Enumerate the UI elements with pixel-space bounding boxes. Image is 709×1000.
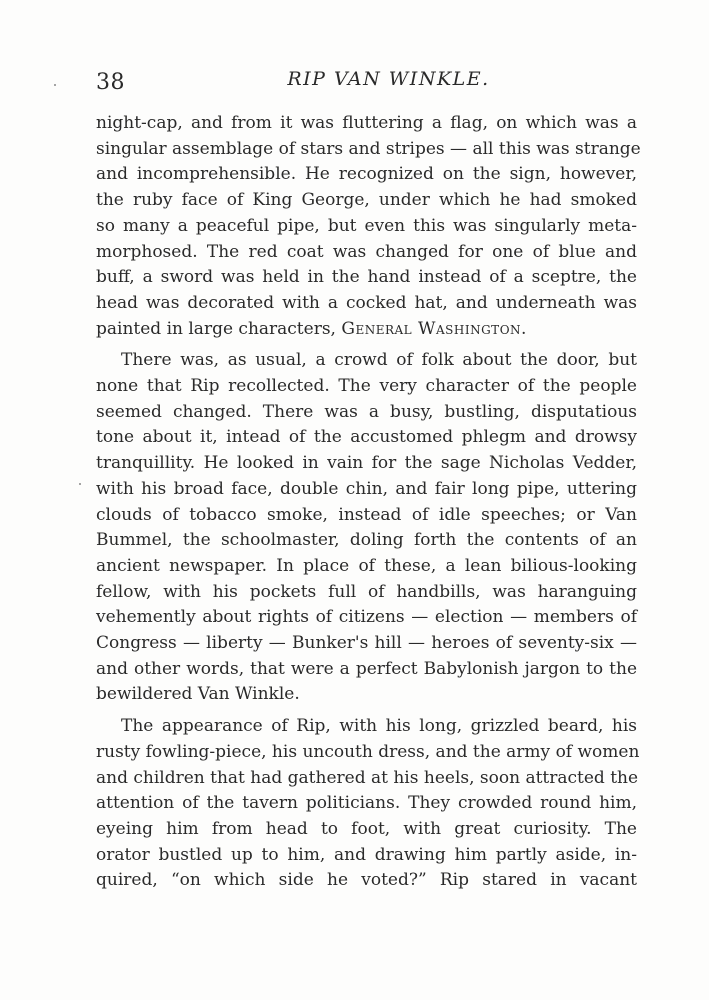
text-line: The appearance of Rip, with his long, grizzled beard, his	[121, 716, 637, 737]
text-line: with his broad face, double chin, and fair long pipe, uttering	[96, 478, 637, 499]
paper-speck	[54, 84, 56, 86]
page-number: 38	[96, 70, 125, 95]
text-line: head was decorated with a cocked hat, and underneath was	[96, 292, 637, 313]
text-line: and children that had gathered at his heels, soon attracted the	[96, 767, 639, 788]
text-line: rusty fowling-piece, his uncouth dress, and the army of women	[96, 741, 640, 762]
text-line: There was, as usual, a crowd of folk about the door, but	[121, 350, 637, 371]
text-line: night-cap, and from it was fluttering a flag, on which was a	[96, 113, 637, 133]
text-line: seemed changed. There was a busy, bustling, disputatious	[96, 401, 637, 422]
running-head: RIP VAN WINKLE.	[287, 68, 490, 90]
text-line: quired, “on which side he voted?” Rip stared in vacant	[96, 870, 637, 891]
smallcaps-name: General Washington.	[341, 318, 527, 339]
text-line: ancient newspaper. In place of these, a lean bilious-looking	[96, 555, 637, 576]
text-line: buff, a sword was held in the hand instead of a sceptre, the	[96, 267, 637, 288]
page-header	[96, 68, 651, 104]
text-line: attention of the tavern politicians. They crowded round him,	[96, 793, 637, 814]
text-line: and incomprehensible. He recognized on the sign, however,	[96, 164, 637, 185]
text-line: painted in large characters, General Washington.	[96, 318, 527, 339]
text-line: Congress — liberty — Bunker's hill — heroes of seventy-six —	[96, 633, 637, 654]
paragraph	[96, 714, 640, 894]
text-line: clouds of tobacco smoke, instead of idle speeches; or Van	[96, 504, 637, 525]
text-line: morphosed. The red coat was changed for one of blue and	[96, 241, 637, 262]
text-line: and other words, that were a perfect Babylonish jargon to the	[96, 658, 637, 679]
paper-speck	[79, 483, 81, 485]
paragraph	[96, 111, 641, 342]
text-line: fellow, with his pockets full of handbills, was haranguing	[96, 581, 637, 602]
body-text	[96, 111, 641, 894]
text-line: orator bustled up to him, and drawing him partly aside, in-	[96, 844, 637, 865]
text-line: the ruby face of King George, under which he had smoked	[96, 190, 637, 211]
text-line: tranquillity. He looked in vain for the sage Nicholas Vedder,	[96, 453, 637, 474]
text-line: vehemently about rights of citizens — election — members of	[96, 607, 637, 628]
text-line: tone about it, intead of the accustomed phlegm and drowsy	[96, 427, 637, 448]
text-line: singular assemblage of stars and stripes — all this was strange	[96, 138, 641, 159]
text-line: so many a peaceful pipe, but even this was singularly meta-	[96, 215, 637, 236]
text-line: bewildered Van Winkle.	[96, 684, 300, 705]
paragraph	[96, 348, 637, 708]
text-line: none that Rip recollected. The very character of the people	[96, 376, 637, 397]
text-line: Bummel, the schoolmaster, doling forth the contents of an	[96, 530, 637, 551]
text-line: eyeing him from head to foot, with great curiosity. The	[96, 818, 637, 839]
